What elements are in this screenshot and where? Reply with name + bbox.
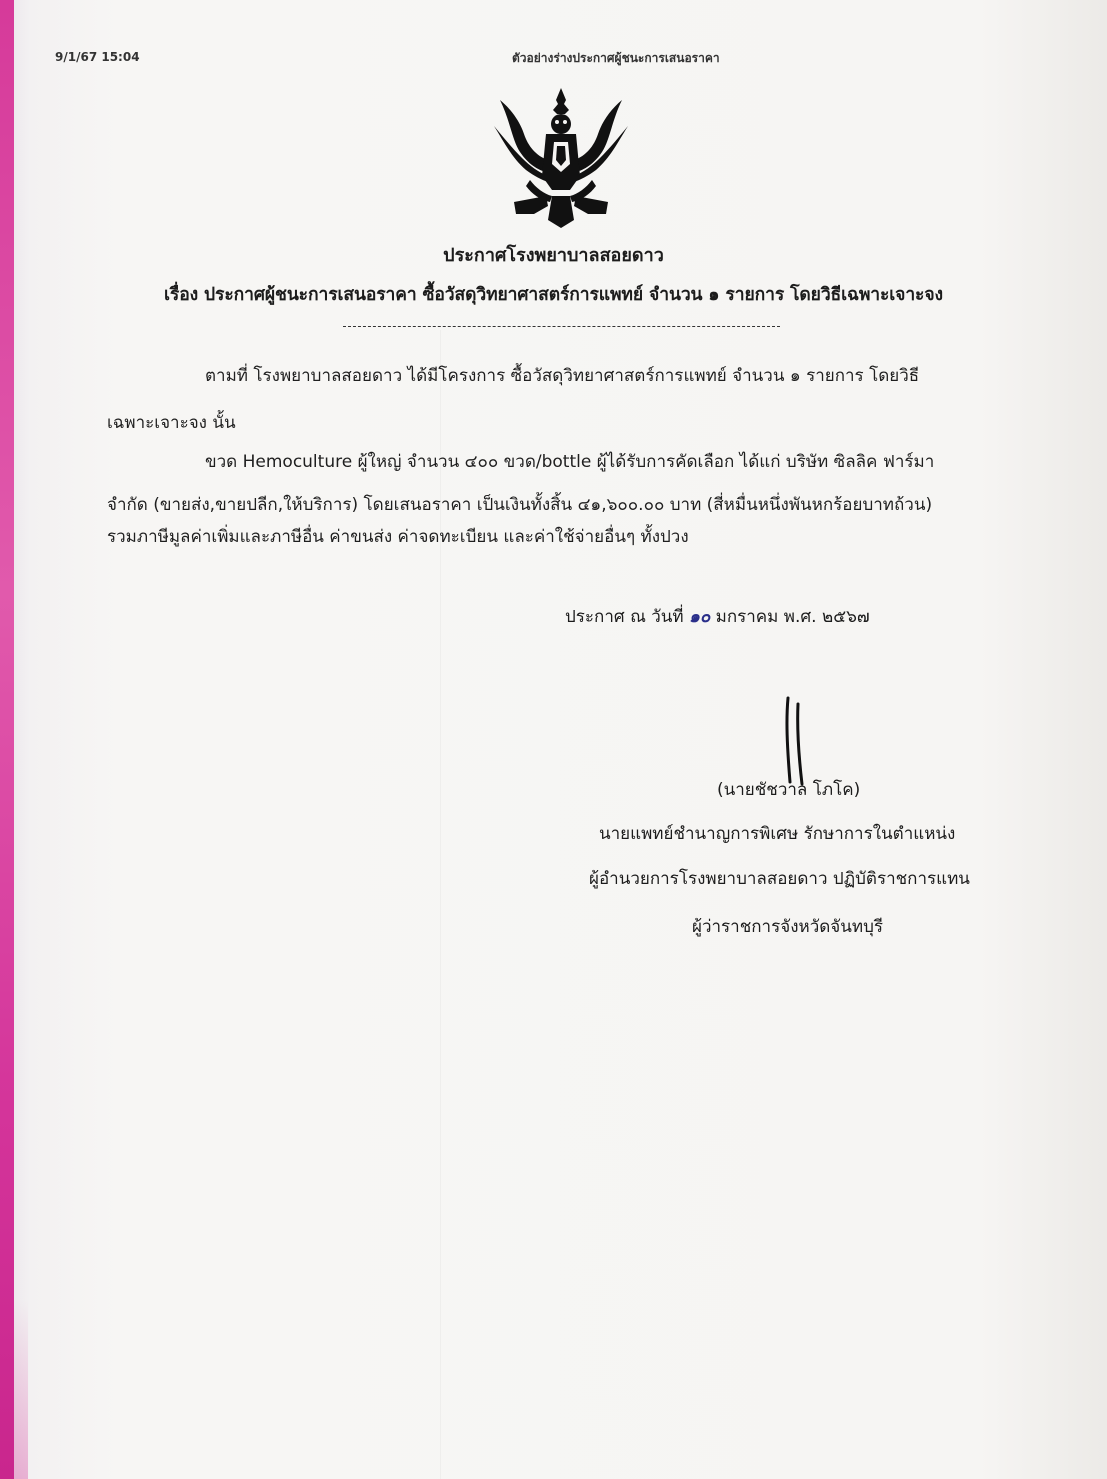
- signatory-name: (นายชัชวาล โภโค): [717, 780, 861, 800]
- title-divider: [343, 326, 780, 327]
- date-suffix: มกราคม พ.ศ. ๒๕๖๗: [715, 607, 870, 627]
- signatory-position-3: ผู้ว่าราชการจังหวัดจันทบุรี: [692, 917, 884, 937]
- print-timestamp: 9/1/67 15:04: [55, 50, 140, 64]
- announcement-title: ประกาศโรงพยาบาลสอยดาว: [443, 245, 664, 266]
- date-day-handwritten: ๑๐: [689, 607, 711, 627]
- paragraph-2-line-3: รวมภาษีมูลค่าเพิ่มและภาษีอื่น ค่าขนส่ง ค่าจดทะเบียน และค่าใช้จ่ายอื่นๆ ทั้งปวง: [107, 527, 689, 547]
- date-prefix: ประกาศ ณ วันที่: [565, 607, 684, 627]
- page-edge-fade: [14, 1300, 28, 1479]
- page-edge-highlight: [0, 0, 14, 1479]
- draft-header-title: ตัวอย่างร่างประกาศผู้ชนะการเสนอราคา: [512, 51, 720, 65]
- paragraph-1-line-2: เฉพาะเจาะจง นั้น: [107, 413, 236, 433]
- handwritten-signature: [774, 690, 814, 790]
- paragraph-2-line-2: จำกัด (ขายส่ง,ขายปลีก,ให้บริการ) โดยเสนอราคา เป็นเงินทั้งสิ้น ๔๑,๖๐๐.๐๐ บาท (สี่หมื่นหนึ่งพันหกร้อยบาทถ้วน): [107, 495, 933, 515]
- garuda-emblem-icon: [490, 80, 632, 232]
- signatory-position-2: ผู้อำนวยการโรงพยาบาลสอยดาว ปฏิบัติราชการแทน: [589, 869, 970, 889]
- paragraph-1-line-1: ตามที่ โรงพยาบาลสอยดาว ได้มีโครงการ ซื้อวัสดุวิทยาศาสตร์การแพทย์ จำนวน ๑ รายการ โดยวิธี: [205, 366, 920, 386]
- announcement-date: [565, 603, 870, 630]
- announcement-subject: เรื่อง ประกาศผู้ชนะการเสนอราคา ซื้อวัสดุวิทยาศาสตร์การแพทย์ จำนวน ๑ รายการ โดยวิธีเฉพาะเจาะจง: [164, 285, 943, 305]
- signatory-position-1: นายแพทย์ชำนาญการพิเศษ รักษาการในตำแหน่ง: [599, 824, 956, 844]
- paragraph-2-line-1: ขวด Hemoculture ผู้ใหญ่ จำนวน ๔๐๐ ขวด/bottle ผู้ได้รับการคัดเลือก ได้แก่ บริษัท ซิลลิค ฟาร์มา: [205, 452, 935, 472]
